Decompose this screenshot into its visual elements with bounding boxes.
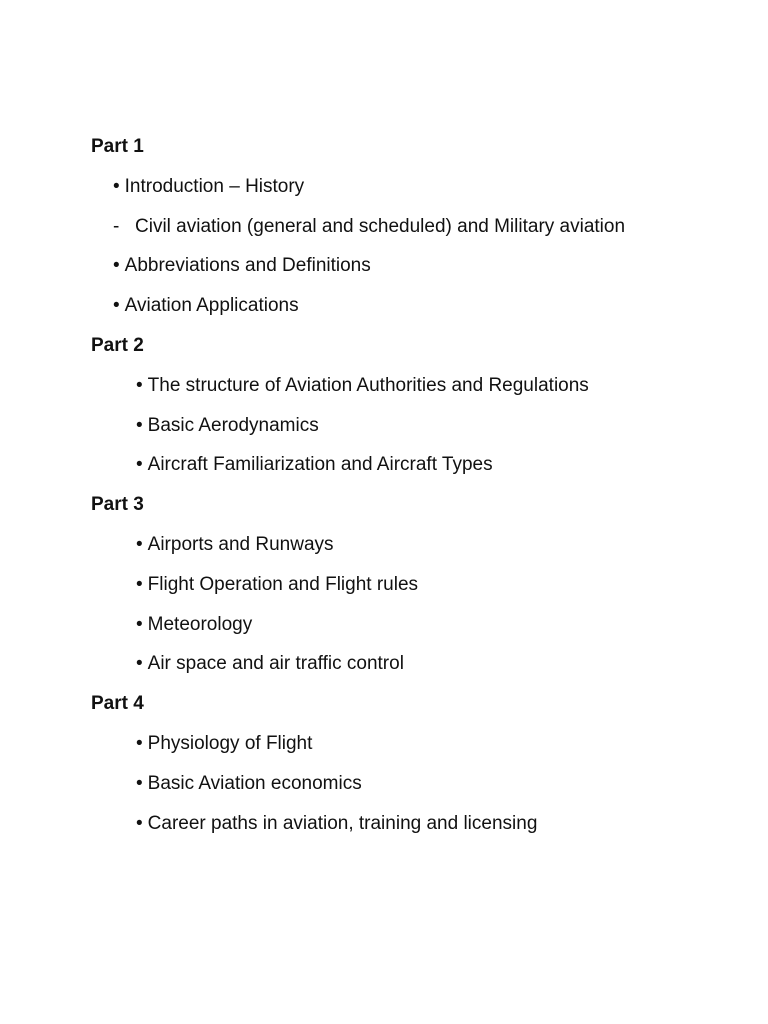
- list-item-text: Basic Aerodynamics: [147, 414, 319, 436]
- list-item: [91, 175, 751, 215]
- list-subitem: [91, 215, 751, 255]
- list-item: [91, 613, 751, 653]
- bullet-icon: •: [136, 374, 143, 396]
- list-item-text: Basic Aviation economics: [147, 772, 362, 794]
- list-item-text: Career paths in aviation, training and licensing: [147, 812, 538, 834]
- list-item: [91, 573, 751, 613]
- list-item-text: Introduction – History: [124, 175, 305, 197]
- list-item: [91, 453, 751, 493]
- part-heading: Part 4: [91, 693, 144, 715]
- bullet-icon: •: [113, 175, 120, 197]
- list-item: [91, 812, 751, 852]
- list-item-text: Abbreviations and Definitions: [124, 255, 371, 277]
- bullet-icon: •: [113, 255, 120, 277]
- bullet-icon: •: [136, 573, 143, 595]
- list-item: [91, 533, 751, 573]
- bullet-icon: •: [136, 653, 143, 675]
- bullet-icon: •: [136, 812, 143, 834]
- list-item-text: Meteorology: [147, 613, 253, 635]
- part-heading: Part 2: [91, 334, 144, 356]
- list-item: [91, 374, 751, 414]
- list-item-text: Aviation Applications: [124, 295, 299, 317]
- part-heading: Part 3: [91, 494, 144, 516]
- course-outline: [91, 135, 751, 851]
- list-item-text: Airports and Runways: [147, 533, 334, 555]
- list-item-text: Physiology of Flight: [147, 732, 313, 754]
- bullet-icon: •: [136, 613, 143, 635]
- list-item: [91, 294, 751, 334]
- bullet-icon: •: [136, 533, 143, 555]
- list-item: [91, 652, 751, 692]
- list-item-text: The structure of Aviation Authorities and Regulations: [147, 374, 589, 396]
- list-item: [91, 414, 751, 454]
- list-item: [91, 732, 751, 772]
- list-item-text: Civil aviation (general and scheduled) and Military aviation: [135, 215, 626, 237]
- bullet-icon: •: [136, 454, 143, 476]
- dash-icon: -: [113, 215, 120, 237]
- bullet-icon: •: [136, 414, 143, 436]
- list-item: [91, 254, 751, 294]
- bullet-icon: •: [136, 732, 143, 754]
- bullet-icon: •: [113, 295, 120, 317]
- bullet-icon: •: [136, 772, 143, 794]
- list-item: [91, 772, 751, 812]
- part-heading: Part 1: [91, 136, 144, 157]
- list-item-text: Flight Operation and Flight rules: [147, 573, 419, 595]
- list-item-text: Air space and air traffic control: [147, 653, 404, 675]
- list-item-text: Aircraft Familiarization and Aircraft Types: [147, 454, 493, 476]
